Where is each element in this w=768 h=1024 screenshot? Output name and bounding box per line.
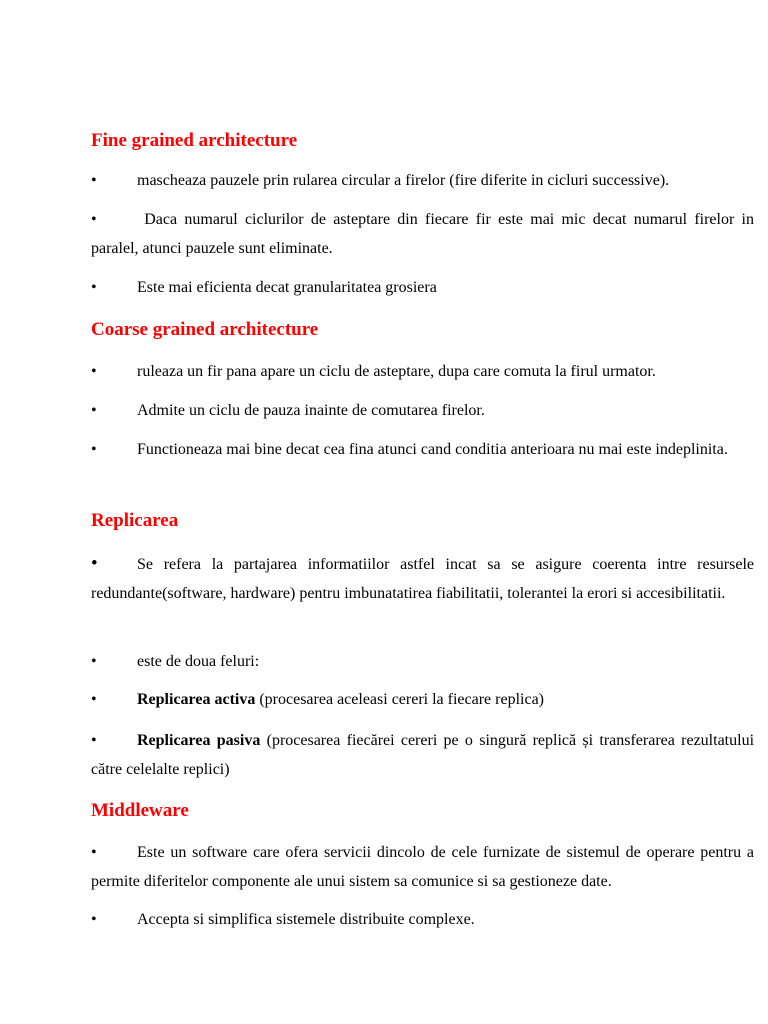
list-item (91, 726, 754, 784)
list-item (91, 396, 754, 425)
item-text: (procesarea fiecărei cereri pe o singură replică și transferarea rezultatului către celelalte replici) (91, 732, 755, 778)
bullet: • (91, 211, 97, 228)
item-text: mascheaza pauzele prin rularea circular a firelor (fire diferite in cicluri successive). (137, 172, 670, 189)
item-bold-term: Replicarea activa (137, 691, 256, 708)
item-text: Accepta si simplifica sistemele distribuite complexe. (137, 911, 475, 928)
bullet: • (91, 653, 97, 670)
list-item (91, 549, 754, 608)
list-item (91, 273, 754, 302)
item-bold-term: Replicarea pasiva (137, 732, 261, 749)
list-item (91, 838, 754, 896)
list-item (91, 435, 754, 464)
item-text: este de doua feluri: (137, 653, 260, 670)
bullet: • (91, 553, 98, 574)
item-text: Este mai eficienta decat granularitatea grosiera (137, 279, 437, 296)
item-text: Daca numarul ciclurilor de asteptare din fiecare fir este mai mic decat numarul firelor in paralel, atunci pauzele sunt eliminate. (91, 211, 754, 257)
list-item (91, 357, 754, 386)
item-text: (procesarea aceleasi cereri la fiecare replica) (255, 691, 544, 708)
list-item (91, 647, 754, 676)
bullet: • (91, 911, 97, 928)
bullet: • (91, 732, 97, 749)
item-text: ruleaza un fir pana apare un ciclu de asteptare, dupa care comuta la firul urmator. (137, 363, 656, 380)
list-item (91, 905, 754, 934)
item-text: Este un software care ofera servicii dincolo de cele furnizate de sistemul de operare pentru a permite diferitelor componente ale unui sistem sa comunice si sa gestioneze date. (91, 844, 754, 890)
bullet: • (91, 402, 97, 419)
section-heading-coarse-grained: Coarse grained architecture (91, 319, 319, 340)
section-heading-middleware: Middleware (91, 800, 189, 821)
bullet: • (91, 844, 97, 861)
bullet: • (91, 691, 97, 708)
item-text: Se refera la partajarea informatiilor astfel incat sa se asigure coerenta intre resursele redundante(software, hardware) pentru imbunatatirea fiabilitatii, tolerantei la erori si accesibilitatii. (91, 556, 754, 602)
list-item (91, 205, 754, 263)
item-text: Admite un ciclu de pauza inainte de comutarea firelor. (137, 402, 485, 419)
bullet: • (91, 172, 97, 189)
list-item (91, 685, 754, 714)
item-text: Functioneaza mai bine decat cea fina atunci cand conditia anterioara nu mai este indeplinita. (137, 441, 728, 458)
list-item (91, 166, 754, 195)
section-heading-replicarea: Replicarea (91, 510, 179, 531)
bullet: • (91, 279, 97, 296)
bullet: • (91, 363, 97, 380)
bullet: • (91, 441, 97, 458)
section-heading-fine-grained: Fine grained architecture (91, 130, 298, 151)
